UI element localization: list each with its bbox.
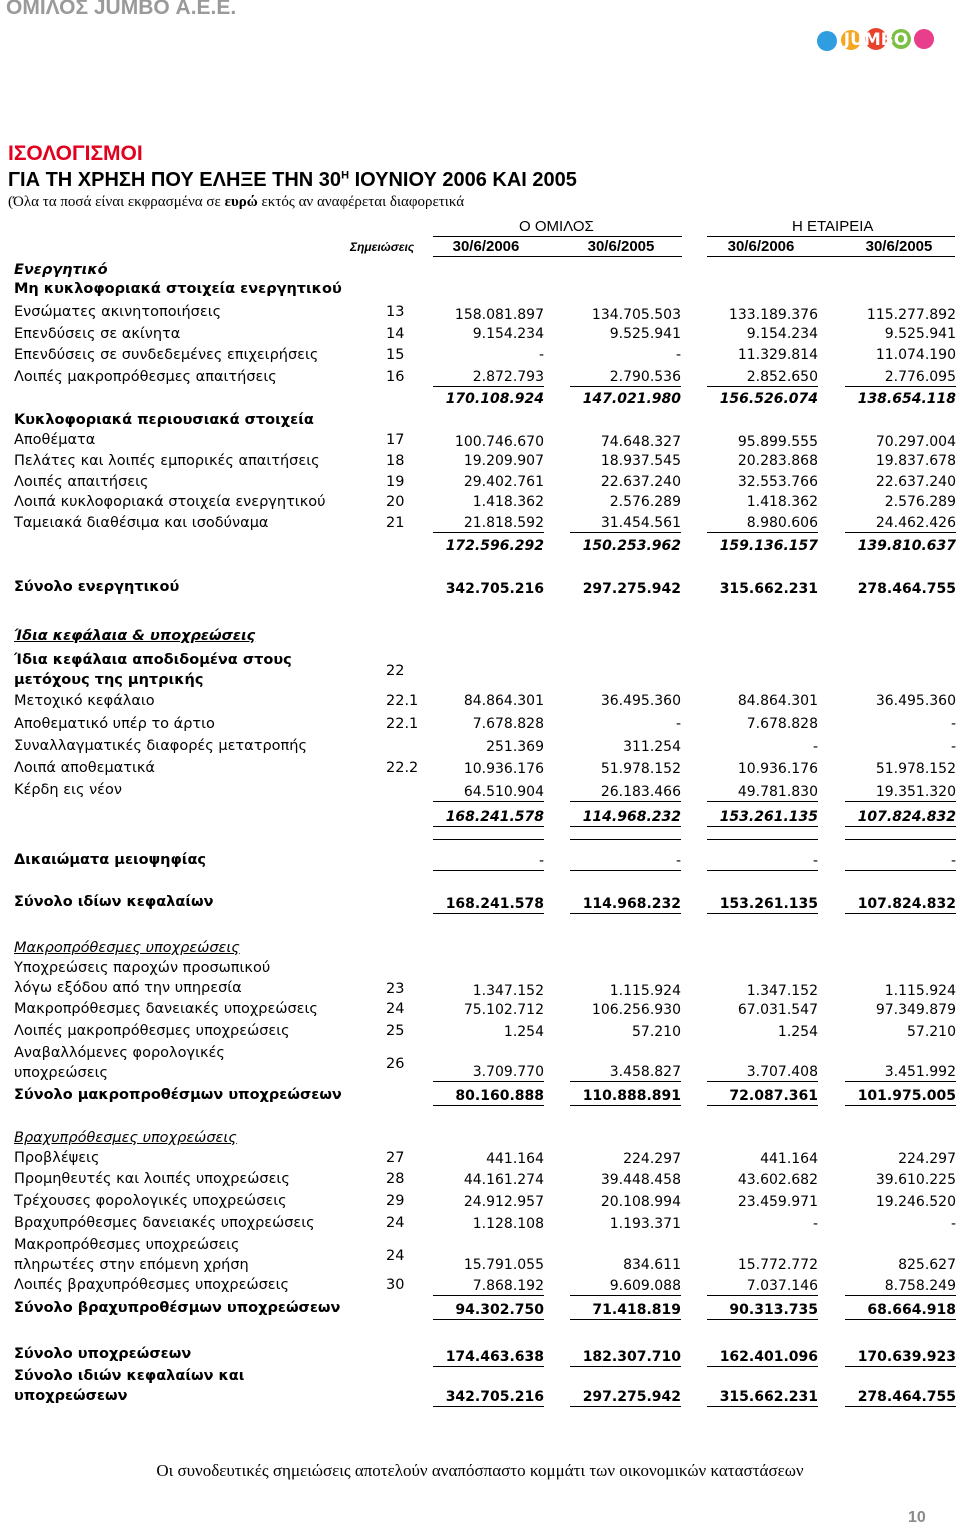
column-rule: [570, 839, 681, 840]
page-title: ΙΣΟΛΟΓΙΣΜΟΙ: [8, 142, 143, 165]
cell-value: 172.596.292: [445, 538, 544, 554]
cell-value: 3.451.992: [845, 1064, 956, 1082]
date-col-3: 30/6/2006: [727, 238, 795, 255]
company-header-rule: [707, 236, 955, 237]
company-column-header: Η ΕΤΑΙΡΕΙΑ: [792, 218, 874, 235]
cell-value: 107.824.832: [845, 896, 956, 914]
cell-value: 2.576.289: [884, 494, 956, 510]
cell-value: 26.183.466: [570, 784, 681, 802]
cell-value: 84.864.301: [737, 693, 818, 709]
group-date-rule: [433, 256, 682, 257]
cell-value: 133.189.376: [728, 307, 818, 323]
cell-value: 147.021.980: [582, 391, 681, 407]
cell-value: -: [845, 853, 956, 871]
cell-value: 182.307.710: [570, 1349, 681, 1367]
row-label: Αποθεματικό υπέρ το άρτιο: [14, 716, 215, 732]
row-note: 27: [386, 1150, 405, 1166]
cell-value: 168.241.578: [433, 809, 544, 827]
row-label: Αποθέματα: [14, 432, 96, 448]
row-label: Σύνολο μακροπροθέσμων υποχρεώσεων: [14, 1087, 342, 1103]
row-label: Μακροπρόθεσμες υποχρεώσεις: [14, 940, 240, 956]
cell-value: -: [433, 853, 544, 871]
cell-value: 7.037.146: [707, 1278, 818, 1296]
cell-value: 139.810.637: [857, 538, 956, 554]
row-label: υποχρεώσεων: [14, 1388, 128, 1404]
row-label: Αναβαλλόμενες φορολογικές: [14, 1045, 225, 1061]
row-label: Σύνολο ιδίων κεφαλαίων: [14, 894, 214, 910]
cell-value: 7.678.828: [746, 716, 818, 732]
cell-value: 1.115.924: [884, 983, 956, 999]
cell-value: 825.627: [898, 1257, 956, 1273]
cell-value: 15.772.772: [737, 1257, 818, 1273]
cell-value: 9.525.941: [884, 326, 956, 342]
row-label: Υποχρεώσεις παροχών προσωπικού: [14, 960, 271, 976]
row-note: 14: [386, 326, 405, 342]
row-note: 24: [386, 1001, 405, 1017]
cell-value: 342.705.216: [433, 1389, 544, 1407]
jumbo-logo: [815, 22, 937, 56]
row-label: μετόχους της μητρικής: [14, 672, 204, 688]
row-note: 24: [386, 1215, 405, 1231]
cell-value: -: [950, 1216, 956, 1232]
cell-value: 1.347.152: [746, 983, 818, 999]
cell-value: 95.899.555: [737, 434, 818, 450]
row-label: Ταμειακά διαθέσιμα και ισοδύναμα: [14, 515, 269, 531]
cell-value: 15.791.055: [463, 1257, 544, 1273]
cell-value: 315.662.231: [719, 581, 818, 597]
cell-value: -: [675, 347, 681, 363]
row-label: Σύνολο βραχυπροθέσμων υποχρεώσεων: [14, 1300, 341, 1316]
date-col-4: 30/6/2005: [865, 238, 933, 255]
row-label: Κέρδη εις νέον: [14, 782, 122, 798]
cell-value: 36.495.360: [875, 693, 956, 709]
cell-value: 2.872.793: [433, 369, 544, 387]
column-rule: [707, 839, 818, 840]
cell-value: -: [812, 739, 818, 755]
cell-value: 18.937.545: [600, 453, 681, 469]
row-label: Λοιπά αποθεματικά: [14, 760, 155, 776]
cell-value: 224.297: [898, 1151, 956, 1167]
row-label: Λοιπές βραχυπρόθεσμες υποχρεώσεις: [14, 1277, 290, 1293]
cell-value: 70.297.004: [875, 434, 956, 450]
cell-value: 19.351.320: [845, 784, 956, 802]
cell-value: 1.418.362: [472, 494, 544, 510]
cell-value: 19.837.678: [875, 453, 956, 469]
cell-value: 153.261.135: [707, 809, 818, 827]
cell-value: 3.709.770: [433, 1064, 544, 1082]
cell-value: 7.678.828: [472, 716, 544, 732]
cell-value: 74.648.327: [600, 434, 681, 450]
cell-value: 39.448.458: [600, 1172, 681, 1188]
row-label: Μη κυκλοφοριακά στοιχεία ενεργητικού: [14, 281, 342, 297]
cell-value: 20.283.868: [737, 453, 818, 469]
cell-value: 1.347.152: [472, 983, 544, 999]
row-label: υποχρεώσεις: [14, 1065, 108, 1081]
cell-value: -: [707, 853, 818, 871]
cell-value: 10.936.176: [463, 761, 544, 777]
row-note: 16: [386, 369, 405, 385]
cell-value: 441.164: [486, 1151, 544, 1167]
row-label: Κυκλοφοριακά περιουσιακά στοιχεία: [14, 412, 314, 428]
cell-value: 1.254: [503, 1024, 544, 1040]
group-column-header: Ο ΟΜΙΛΟΣ: [519, 218, 594, 235]
cell-value: 170.639.923: [845, 1349, 956, 1367]
cell-value: 9.154.234: [746, 326, 818, 342]
column-rule: [845, 839, 956, 840]
row-label: Λοιπές μακροπρόθεσμες υποχρεώσεις: [14, 1023, 290, 1039]
cell-value: 51.978.152: [875, 761, 956, 777]
cell-value: 315.662.231: [707, 1389, 818, 1407]
row-note: 13: [386, 304, 405, 320]
cell-value: -: [950, 716, 956, 732]
cell-value: 150.253.962: [582, 538, 681, 554]
cell-value: -: [950, 739, 956, 755]
row-label: Λοιπές μακροπρόθεσμες απαιτήσεις: [14, 369, 277, 385]
cell-value: 342.705.216: [445, 581, 544, 597]
company-date-rule: [707, 256, 955, 257]
row-label: Λοιπά κυκλοφοριακά στοιχεία ενεργητικού: [14, 494, 326, 510]
cell-value: 20.108.994: [600, 1194, 681, 1210]
row-label: Δικαιώματα μειοψηφίας: [14, 852, 207, 868]
cell-value: 9.154.234: [472, 326, 544, 342]
cell-value: 68.664.918: [845, 1302, 956, 1320]
row-note: 21: [386, 515, 405, 531]
group-header-rule: [433, 236, 682, 237]
row-label: Λοιπές απαιτήσεις: [14, 474, 149, 490]
row-note: 23: [386, 981, 405, 997]
row-note: 30: [386, 1277, 405, 1293]
cell-value: 2.790.536: [570, 369, 681, 387]
cell-value: 1.128.108: [472, 1216, 544, 1232]
row-label: Σύνολο ιδιών κεφαλαίων και: [14, 1368, 245, 1384]
cell-value: 174.463.638: [433, 1349, 544, 1367]
row-label: Προβλέψεις: [14, 1150, 100, 1166]
cell-value: 67.031.547: [737, 1002, 818, 1018]
row-label: Ίδια κεφάλαια αποδιδομένα στους: [14, 652, 292, 668]
row-label: Επενδύσεις σε ακίνητα: [14, 326, 181, 342]
row-label: Ενεργητικό: [14, 262, 108, 278]
row-label: λόγω εξόδου από την υπηρεσία: [14, 980, 242, 996]
cell-value: 84.864.301: [463, 693, 544, 709]
row-note: 22: [386, 663, 405, 679]
cell-value: 29.402.761: [463, 474, 544, 490]
row-note: 15: [386, 347, 405, 363]
row-note: 20: [386, 494, 405, 510]
cell-value: 9.525.941: [609, 326, 681, 342]
cell-value: 21.818.592: [433, 515, 544, 533]
row-note: 19: [386, 474, 405, 490]
logo-text: JUMBO: [843, 30, 909, 50]
cell-value: 168.241.578: [433, 896, 544, 914]
cell-value: 57.210: [632, 1024, 681, 1040]
row-note: 26: [386, 1056, 405, 1072]
cell-value: 114.968.232: [570, 809, 681, 827]
row-label: Συναλλαγματικές διαφορές μετατροπής: [14, 738, 307, 754]
cell-value: 11.074.190: [875, 347, 956, 363]
cell-value: 251.369: [486, 739, 544, 755]
cell-value: -: [675, 716, 681, 732]
cell-value: 2.776.095: [845, 369, 956, 387]
cell-value: 115.277.892: [866, 307, 956, 323]
cell-value: 107.824.832: [845, 809, 956, 827]
row-label: Μετοχικό κεφάλαιο: [14, 693, 155, 709]
row-label: Σύνολο ενεργητικού: [14, 579, 180, 595]
cell-value: 101.975.005: [845, 1088, 956, 1106]
row-note: 17: [386, 432, 405, 448]
page-subtitle: ΓΙΑ ΤΗ ΧΡΗΣΗ ΠΟΥ ΕΛΗΞΕ ΤΗΝ $30^H$ ΙΟΥΝΙΟΥ 2006 ΚΑΙ 2005: [8, 169, 577, 191]
cell-value: 2.576.289: [609, 494, 681, 510]
date-col-1: 30/6/2006: [452, 238, 520, 255]
cell-value: 23.459.971: [737, 1194, 818, 1210]
cell-value: 3.458.827: [570, 1064, 681, 1082]
cell-value: 19.209.907: [463, 453, 544, 469]
cell-value: 134.705.503: [591, 307, 681, 323]
cell-value: 36.495.360: [600, 693, 681, 709]
row-label: πληρωτέες στην επόμενη χρήση: [14, 1257, 249, 1273]
cell-value: 71.418.819: [570, 1302, 681, 1320]
row-label: Πελάτες και λοιπές εμπορικές απαιτήσεις: [14, 453, 320, 469]
row-note: 18: [386, 453, 405, 469]
cell-value: 138.654.118: [857, 391, 956, 407]
row-note: 22.2: [386, 760, 419, 776]
cell-value: 158.081.897: [454, 307, 544, 323]
cell-value: 72.087.361: [707, 1088, 818, 1106]
cell-value: 90.313.735: [707, 1302, 818, 1320]
cell-value: 1.254: [777, 1024, 818, 1040]
cell-value: 311.254: [623, 739, 681, 755]
column-rule: [433, 839, 544, 840]
cell-value: 110.888.891: [570, 1088, 681, 1106]
cell-value: 114.968.232: [570, 896, 681, 914]
cell-value: 9.609.088: [570, 1278, 681, 1296]
cell-value: 8.758.249: [845, 1278, 956, 1296]
cell-value: 278.464.755: [857, 581, 956, 597]
cell-value: 170.108.924: [445, 391, 544, 407]
row-label: Τρέχουσες φορολογικές υποχρεώσεις: [14, 1193, 287, 1209]
cell-value: 278.464.755: [845, 1389, 956, 1407]
cell-value: 22.637.240: [875, 474, 956, 490]
cell-value: 24.912.957: [463, 1194, 544, 1210]
cell-value: -: [570, 853, 681, 871]
row-label: Μακροπρόθεσμες δανειακές υποχρεώσεις: [14, 1001, 318, 1017]
cell-value: 57.210: [907, 1024, 956, 1040]
cell-value: -: [812, 1216, 818, 1232]
cell-value: 10.936.176: [737, 761, 818, 777]
cell-value: 7.868.192: [433, 1278, 544, 1296]
cell-value: 11.329.814: [737, 347, 818, 363]
cell-value: 94.302.750: [433, 1302, 544, 1320]
date-col-2: 30/6/2005: [587, 238, 655, 255]
cell-value: 43.602.682: [737, 1172, 818, 1188]
cell-value: 153.261.135: [707, 896, 818, 914]
footer-note: Οι συνοδευτικές σημειώσεις αποτελούν αναπόσπαστο κομμάτι των οικονομικών καταστάσεων: [156, 1461, 804, 1480]
notes-column-header: Σημειώσεις: [350, 240, 415, 254]
cell-value: 8.980.606: [707, 515, 818, 533]
cell-value: 159.136.157: [719, 538, 818, 554]
cell-value: 2.852.650: [707, 369, 818, 387]
cell-value: 100.746.670: [454, 434, 544, 450]
cell-value: 39.610.225: [875, 1172, 956, 1188]
cell-value: 49.781.830: [707, 784, 818, 802]
row-label: Ίδια κεφάλαια & υποχρεώσεις: [14, 628, 256, 644]
row-note: 25: [386, 1023, 405, 1039]
cell-value: -: [538, 347, 544, 363]
row-label: Μακροπρόθεσμες υποχρεώσεις: [14, 1237, 240, 1253]
cell-value: 1.115.924: [609, 983, 681, 999]
currency-note: (Όλα τα ποσά είναι εκφρασμένα σε ευρώ εκτός αν αναφέρεται διαφορετικά: [8, 194, 465, 210]
cell-value: 75.102.712: [463, 1002, 544, 1018]
company-name: ΟΜΙΛΟΣ JUMBO Α.Ε.Ε.: [6, 0, 237, 19]
cell-value: 22.637.240: [600, 474, 681, 490]
cell-value: 297.275.942: [570, 1389, 681, 1407]
row-label: Σύνολο υποχρεώσεων: [14, 1346, 192, 1362]
cell-value: 1.418.362: [746, 494, 818, 510]
cell-value: 156.526.074: [719, 391, 818, 407]
cell-value: 834.611: [623, 1257, 681, 1273]
row-note: 22.1: [386, 693, 419, 709]
cell-value: 32.553.766: [737, 474, 818, 490]
cell-value: 64.510.904: [433, 784, 544, 802]
row-label: Ενσώματες ακινητοποιήσεις: [14, 304, 222, 320]
page-number: 10: [908, 1509, 926, 1526]
cell-value: 297.275.942: [582, 581, 681, 597]
cell-value: 106.256.930: [591, 1002, 681, 1018]
row-label: Βραχυπρόθεσμες δανειακές υποχρεώσεις: [14, 1215, 315, 1231]
row-label: Προμηθευτές και λοιπές υποχρεώσεις: [14, 1171, 290, 1187]
cell-value: 162.401.096: [707, 1349, 818, 1367]
cell-value: 24.462.426: [845, 515, 956, 533]
row-label: Επενδύσεις σε συνδεδεμένες επιχειρήσεις: [14, 347, 319, 363]
row-label: Βραχυπρόθεσμες υποχρεώσεις: [14, 1130, 237, 1146]
row-note: 22.1: [386, 716, 419, 732]
cell-value: 80.160.888: [433, 1088, 544, 1106]
cell-value: 3.707.408: [707, 1064, 818, 1082]
row-note: 29: [386, 1193, 405, 1209]
cell-value: 1.193.371: [609, 1216, 681, 1232]
cell-value: 44.161.274: [463, 1172, 544, 1188]
cell-value: 51.978.152: [600, 761, 681, 777]
cell-value: 224.297: [623, 1151, 681, 1167]
cell-value: 441.164: [760, 1151, 818, 1167]
cell-value: 19.246.520: [875, 1194, 956, 1210]
row-note: 28: [386, 1171, 405, 1187]
cell-value: 31.454.561: [570, 515, 681, 533]
row-note: 24: [386, 1248, 405, 1264]
cell-value: 97.349.879: [875, 1002, 956, 1018]
